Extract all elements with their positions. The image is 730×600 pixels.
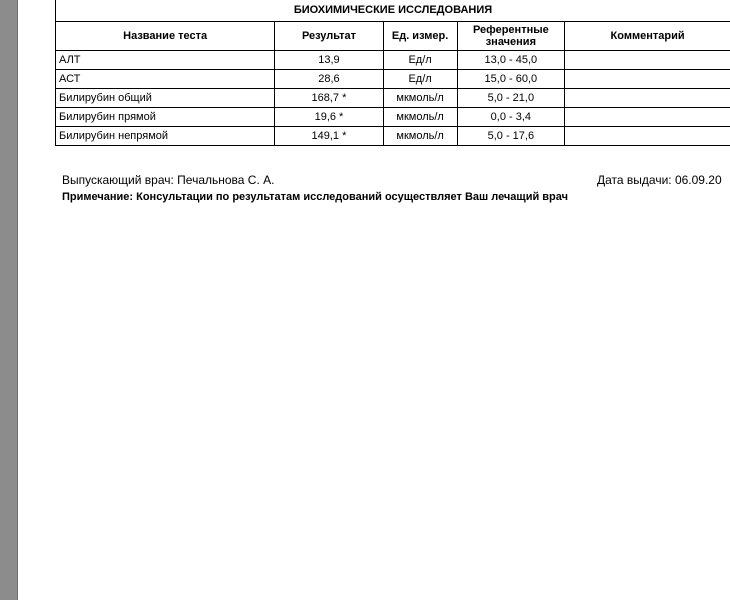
issue-date: Дата выдачи: 06.09.20 bbox=[597, 173, 722, 187]
cell-test-name: Билирубин прямой bbox=[56, 108, 275, 127]
table-row bbox=[56, 89, 730, 108]
column-header-comment: Комментарий bbox=[565, 22, 730, 51]
table-title-row bbox=[56, 0, 730, 22]
table-row bbox=[56, 127, 730, 146]
column-header-result: Результат bbox=[275, 22, 383, 51]
table-row bbox=[56, 108, 730, 127]
cell-unit: мкмоль/л bbox=[383, 108, 457, 127]
section-title: БИОХИМИЧЕСКИЕ ИССЛЕДОВАНИЯ bbox=[56, 0, 730, 22]
table-row bbox=[56, 51, 730, 70]
column-header-test-name: Название теста bbox=[56, 22, 275, 51]
issuing-doctor: Выпускающий врач: Печальнова С. А. bbox=[62, 173, 275, 187]
cell-unit: Ед/л bbox=[383, 70, 457, 89]
cell-unit: мкмоль/л bbox=[383, 127, 457, 146]
consultation-note: Примечание: Консультации по результатам исследований осуществляет Ваш лечащий врач bbox=[62, 191, 568, 203]
cell-comment bbox=[565, 127, 730, 146]
cell-test-name: Билирубин общий bbox=[56, 89, 275, 108]
cell-comment bbox=[565, 89, 730, 108]
left-gray-margin bbox=[0, 0, 18, 600]
cell-test-name: Билирубин непрямой bbox=[56, 127, 275, 146]
biochemistry-results-table bbox=[55, 0, 730, 146]
cell-reference: 5,0 - 17,6 bbox=[457, 127, 565, 146]
table-header-row bbox=[56, 22, 730, 51]
cell-reference: 13,0 - 45,0 bbox=[457, 51, 565, 70]
cell-result: 13,9 bbox=[275, 51, 383, 70]
cell-reference: 0,0 - 3,4 bbox=[457, 108, 565, 127]
cell-comment bbox=[565, 51, 730, 70]
document-page bbox=[18, 0, 730, 600]
table-row bbox=[56, 70, 730, 89]
cell-reference: 5,0 - 21,0 bbox=[457, 89, 565, 108]
column-header-reference: Референтные значения bbox=[457, 22, 565, 51]
cell-unit: мкмоль/л bbox=[383, 89, 457, 108]
cell-test-name: АСТ bbox=[56, 70, 275, 89]
cell-unit: Ед/л bbox=[383, 51, 457, 70]
cell-result: 19,6 * bbox=[275, 108, 383, 127]
cell-comment bbox=[565, 108, 730, 127]
cell-result: 168,7 * bbox=[275, 89, 383, 108]
cell-result: 149,1 * bbox=[275, 127, 383, 146]
column-header-unit: Ед. измер. bbox=[383, 22, 457, 51]
cell-result: 28,6 bbox=[275, 70, 383, 89]
cell-comment bbox=[565, 70, 730, 89]
table-body bbox=[56, 51, 730, 146]
cell-test-name: АЛТ bbox=[56, 51, 275, 70]
cell-reference: 15,0 - 60,0 bbox=[457, 70, 565, 89]
